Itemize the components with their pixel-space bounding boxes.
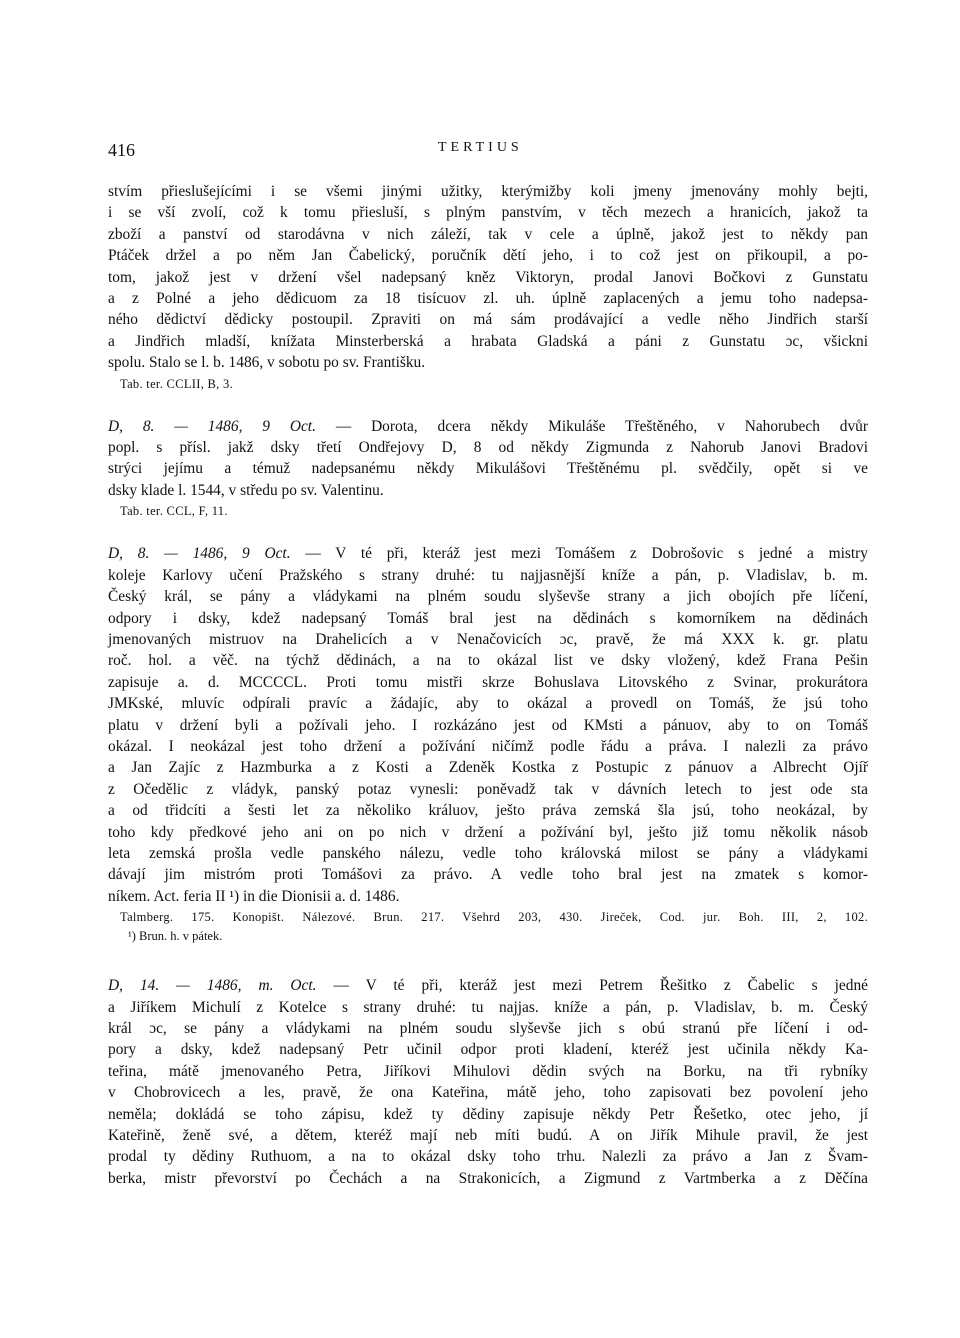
source-reference: Tab. ter. CCL, F, 11. bbox=[120, 504, 228, 519]
entry-d8-dorota bbox=[108, 416, 868, 522]
entry-first-line bbox=[108, 543, 868, 564]
entry-first-line-text: — V té při, kteráž jest mezi Petrem Řešitko z Čabelic s jedné bbox=[333, 977, 868, 995]
source-reference: Tab. ter. CCLII, B, 3. bbox=[120, 376, 234, 391]
text-line: níkem. Act. feria II ¹) in die Dionisii a. d. 1486. bbox=[108, 887, 400, 905]
text-line: odpory i dsky, kdež nadepsaný Tomáš bral jest na dědinách s komorníkem na dědinách bbox=[108, 609, 868, 627]
text-line: neměla; dokládá se toho zápisu, kdež ty dědiny zapisuje někdy Petr Řešetko, otec jeho, jí bbox=[108, 1105, 868, 1123]
entry-first-line bbox=[108, 975, 868, 996]
body-text bbox=[108, 181, 868, 1189]
entry-first-line-text: — V té při, kteráž jest mezi Tomášem z Dobrošovic s jedné a mistry bbox=[305, 545, 868, 563]
text-line: Kateřině, ženě své, a dětem, kteréž mají neb míti budú. A on Jiřík Mihule pravil, že jest bbox=[108, 1127, 868, 1145]
text-line: leta zemská prošla vedle panského nálezu, vedle toho královská milost se pány a vládykami bbox=[108, 844, 868, 862]
page-header bbox=[108, 140, 868, 164]
text-line: dávají jim mistróm proti Tomášovi za právo. A vedle toho bral jest na zmatek s komor- bbox=[108, 866, 868, 884]
text-line: berka, mistr převorství po Čechách a na Strakonicích, a Zigmund z Vartmberka a z Děčína bbox=[108, 1169, 868, 1187]
text-line: koleje Karlovy učení Pražského s strany druhé: tu najjasnější kníže a pán, p. Vladislav, b. m. bbox=[108, 566, 868, 584]
entry-d8-tomas bbox=[108, 543, 868, 945]
entry-first-line-text: — Dorota, dcera někdy Mikuláše Třeštěného, v Nahorubech dvůr bbox=[335, 417, 868, 435]
text-line: a od třidcíti a šesti let za několiko králuov, ješto práva zemská šla jsú, toho neokázal, by bbox=[108, 802, 868, 820]
text-line: JMKské, mluvíc odpírali pravíc a žádajíc, aby to okázal a provedl on Tomáš, že jsú toho bbox=[108, 695, 868, 713]
text-line: stvím přieslušejícími i se všemi jinými užitky, kterýmižby koli jmeny jmenovány mohly bejti, bbox=[108, 183, 868, 200]
text-line: pory a dsky, kdež nadepsaný Petr učinil odpor proti kladení, kteréž jest učinila někdy Ka- bbox=[108, 1041, 868, 1059]
text-line: teřina, mátě jmenovaného Petra, Jiříkovi Mihulovi dědin svých na Borku, na tři rybníky bbox=[108, 1062, 868, 1080]
text-line: a Jindřich mladší, knížata Minsterberská a hrabata Gladská a páni z Gunstatu ɔc, všickni bbox=[108, 332, 868, 350]
text-line: jmenovaných mistruov na Drahelicích a v Nenačovicích ɔc, pravě, že má XXX k. gr. platu bbox=[108, 630, 868, 648]
text-line: toho kdy předkové jeho ani on po nich v držení a požívání byl, ješto již tomu několik násob bbox=[108, 823, 868, 841]
entry-date: D, 8. — 1486, 9 Oct. bbox=[108, 545, 291, 563]
entry-first-line bbox=[108, 416, 868, 437]
text-line: Ptáček držel a po něm Jan Čabelický, poručník dětí jeho, i to což jest on přikoupil, a po- bbox=[108, 247, 868, 265]
text-line: popl. s přísl. jakž dsky třetí Ondřejovy D, 8 od někdy Zigmunda z Nahorub Janovi Bradovi bbox=[108, 439, 868, 457]
text-line: tom, jakož jest v držení všel nadepsaný kněz Viktoryn, prodal Janovi Bočkovi z Gunstatu bbox=[108, 268, 868, 286]
running-title: TERTIUS bbox=[438, 140, 523, 155]
text-line: strýci jejímu a témuž nadepsanému někdy Mikulášovi Třeštěnému pl. svědčily, opět si ve bbox=[108, 460, 868, 478]
entry-date: D, 14. — 1486, m. Oct. bbox=[108, 977, 317, 995]
text-line: prodal ty dědiny Ruthuom, a na to okázal dsky toho trhu. Nalezli za právo a Jan z Švam- bbox=[108, 1148, 868, 1166]
text-line: král ɔc, se pány a vládykami na plném soudu slyševše jich s obú stranú pře líčení i od- bbox=[108, 1020, 868, 1037]
text-line: spolu. Stalo se l. b. 1486, v sobotu po sv. Františku. bbox=[108, 354, 426, 372]
text-line: a Jan Zajíc z Hazmburka a z Kosti a Zdeněk Kostka z Postupic z pánuov a Albrecht Ojíř bbox=[108, 759, 868, 777]
text-line: Český král, se pány a vládykami na plném soudu slyševše strany a jich obojích pře líčení, bbox=[108, 588, 868, 606]
text-line: zapisuje a. d. MCCCCL. Proti tomu mistři skrze Bohuslava Litovského z Svinar, prokurátora bbox=[108, 673, 868, 691]
text-line: roč. hol. a věč. na týchž dědinách, a na to okázal list ve dsky vložený, kdež Frana Pešin bbox=[108, 652, 868, 670]
entry-d14-petr bbox=[108, 975, 868, 1189]
text-line: okázal. I neokázal jest toho držení a požívání ničímž podle řádu a práva. I nalezli za právo bbox=[108, 737, 868, 755]
text-line: a Jiříkem Michulí z Kotelce s strany druhé: tu najjas. kníže a pán, p. Vladislav, b. m. Český bbox=[108, 998, 868, 1016]
entry-date: D, 8. — 1486, 9 Oct. bbox=[108, 417, 316, 435]
text-line: dsky klade l. 1544, v středu po sv. Valentinu. bbox=[108, 481, 384, 499]
text-line: z Očedělic z vládyk, panský potaz vynesli: poněvadž tak v dávních letech to jest ode sta bbox=[108, 780, 868, 798]
text-line: zboží a panství od starodávna v nich záleží, tak v cele a úplně, jakož jest to někdy pan bbox=[108, 225, 868, 243]
footnote: ¹) Brun. h. v pátek. bbox=[128, 929, 223, 944]
text-line: i se vší zvolí, což k tomu přiesluší, s plným panstvím, v těch mezech a hranicích, jakož ta bbox=[108, 204, 868, 222]
source-reference: Talmberg. 175. Konopišt. Nálezové. Brun. 217. Všehrd 203, 430. Jireček, Cod. jur. Boh. III, 2, 102. bbox=[120, 910, 868, 925]
text-line: ného dědictví dědicky postoupil. Zpraviti on má sám prodávající a vedle něho Jindřich starší bbox=[108, 311, 868, 329]
entry-continuation bbox=[108, 181, 868, 394]
text-line: platu v držení byli a požívali jeho. I rozkázáno jest od KMsti a pánuov, aby to on Tomáš bbox=[108, 716, 868, 734]
text-line: a z Polné a jeho dědicuom za 18 tisícuov zl. uh. úplně zaplacených a jemu toho nadepsa- bbox=[108, 290, 868, 308]
text-line: v Chobrovicech a les, pravě, že ona Kateřina, mátě jeho, toho zapisovati bez povolení jeho bbox=[108, 1084, 868, 1102]
page-number: 416 bbox=[108, 140, 135, 160]
